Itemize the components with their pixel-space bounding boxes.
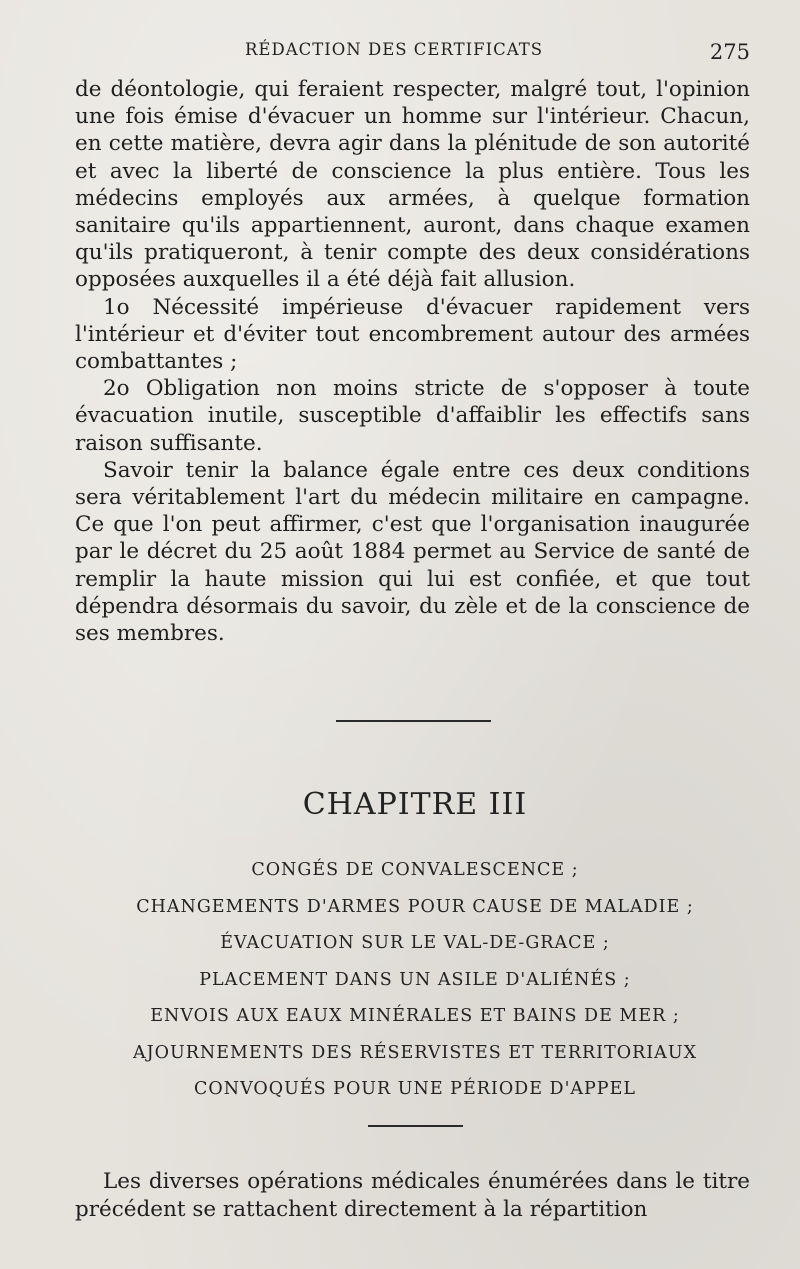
body-text bbox=[75, 76, 750, 647]
chapter-body-text bbox=[75, 1168, 750, 1224]
chapter-divider bbox=[368, 1125, 463, 1127]
chapter-subtitle-line: PLACEMENT DANS UN ASILE D'ALIÉNÉS ; bbox=[199, 969, 631, 990]
chapter-subtitle-line: CHANGEMENTS D'ARMES POUR CAUSE DE MALADIE ; bbox=[136, 896, 694, 917]
chapter-subtitle-line: AJOURNEMENTS DES RÉSERVISTES ET TERRITORIAUX bbox=[132, 1042, 698, 1063]
page-number: 275 bbox=[709, 40, 750, 64]
paragraph-conclusion: Savoir tenir la balance égale entre ces deux conditions sera véritablement l'art du médecin militaire en campagne. Ce que l'on peut affirmer, c'est que l'organisation inaugurée par le décret du 25 août 1884 permet au Service de santé de remplir la haute mission qui lui est confiée, et que tout dépendra désormais du savoir, du zèle et de la conscience de ses membres. bbox=[75, 457, 750, 647]
paragraph-item-1: 1o Nécessité impérieuse d'évacuer rapidement vers l'intérieur et d'éviter tout encombrement autour des armées combattantes ; bbox=[75, 294, 750, 375]
paragraph-continuation: de déontologie, qui feraient respecter, malgré tout, l'opinion une fois émise d'évacuer un homme sur l'intérieur. Chacun, en cette matière, devra agir dans la plénitude de son autorité et avec la liberté de conscience la plus entière. Tous les médecins employés aux armées, à quelque formation sanitaire qu'ils appartiennent, auront, dans chaque examen qu'ils pratiqueront, à tenir compte des deux considérations opposées auxquelles il a été déjà fait allusion. bbox=[75, 77, 750, 293]
chapter-subtitles bbox=[75, 852, 755, 1108]
running-head: RÉDACTION DES CERTIFICATS bbox=[245, 40, 544, 59]
paragraph-item-2: 2o Obligation non moins stricte de s'opposer à toute évacuation inutile, susceptible d'affaiblir les effectifs sans raison suffisante. bbox=[75, 376, 750, 456]
section-divider bbox=[336, 720, 491, 722]
chapter-subtitle-line: ENVOIS AUX EAUX MINÉRALES ET BAINS DE MER ; bbox=[150, 1006, 680, 1026]
chapter-title: CHAPITRE III bbox=[302, 787, 528, 822]
chapter-subtitle-line: CONVOQUÉS POUR UNE PÉRIODE D'APPEL bbox=[194, 1079, 636, 1099]
chapter-opening-paragraph: Les diverses opérations médicales énumérées dans le titre précédent se rattachent directement à la répartition bbox=[75, 1169, 750, 1222]
chapter-subtitle-line: CONGÉS DE CONVALESCENCE ; bbox=[251, 860, 579, 880]
chapter-subtitle-line: ÉVACUATION SUR LE VAL-DE-GRACE ; bbox=[220, 933, 610, 953]
